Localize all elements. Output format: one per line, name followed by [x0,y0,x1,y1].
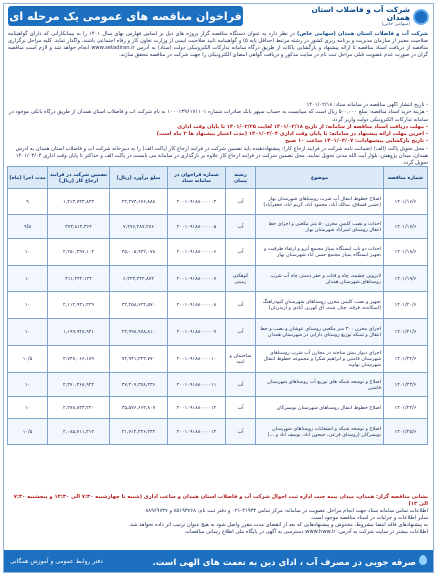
table-cell: ۷۴,۹۴۱,۳۲۳,۷۷۰ [110,346,168,373]
footer-bar [4,550,433,572]
bullet-item: - تاریخ انتشار آگهی مناقصه در سامانه ستاد: ۱۴۰۱/۰۲/۱۸ [306,102,428,108]
table-cell: آب [226,373,256,397]
table-cell: ۱,۱۹۹,۹۴۸,۹۴۱ [48,319,110,346]
table-cell: اجرای مخزن ۳۰۰ متر مکعبی روستای عوشان و نصب و خط انتقال و شبکه توزیع روستای دارابی در شهرستان همدان [256,319,384,346]
table-cell: ساختمان و ابنیه [226,346,256,373]
note-documents: سایر اطلاعات و جزئیات در اسناد مناقصه موجود است. [310,515,428,522]
table-row [8,346,428,373]
table-cell: ۹ [8,189,48,215]
pr-office: دفتر روابط عمومی و آموزش همگانی [10,557,103,565]
column-header: شماره فراخوان در سامانه ستاد [168,167,226,189]
table-cell: ۴۵,۰۰۵,۹۴۲,۰۷۸ [110,239,168,266]
table-cell: ۱۴۰۱/۱۷/۶ [384,215,428,239]
slogan-text: صرفه جویی در مصرف آب ، ادای دین به نعمت های الهی است. [152,557,416,568]
note-contact: اطلاعات تماس سامانه ستاد جهت انجام مراحل عضویت در سامانه: مرکز تماس ۴۱۹۳۴-۰۲۱ و دفتر ثبت نام: ۸۵۱۹۳۷۶۸ و ۸۸۹۶۹۷۳۷ [145,508,428,515]
water-logo-icon [413,9,429,25]
bullet-item: - مهلت دریافت اسناد مناقصه از سامانه: از تاریخ ۱۴۰۱/۰۲/۱۸ لغایت ۱۴۰۱/۰۲/۲۵ تا پایان وقت اداری [177,123,428,130]
table-cell: ۴۵,۵۷۶,۶۶۴,۸۰۷ [110,397,168,419]
table-cell: ۱۰/۵ [8,346,48,373]
table-cell: آب [226,319,256,346]
table-cell: اصلاح خطوط انتقال روستاهای شهرستان تویسرکان [256,397,384,419]
table-cell: ۱۰ [8,373,48,397]
table-cell: ۱۰ [8,266,48,292]
table-cell: ۲۰۰۱۰۹۱۸۸۰۰۰۰۰۷ [168,266,226,292]
table-cell: ۱۴۰۱/۲۰/۶ [384,292,428,319]
table-cell: ۱۰/۵ [8,419,48,445]
table-cell: ۱۴۰۱/۲۵/۶ [384,419,428,445]
table-cell: ۱۴۰۱/۲۳/۶ [384,373,428,397]
logo-text [299,6,410,27]
table-cell: ۹/۵ [8,215,48,239]
note-rejection: به پیشنهادهای فاقد امضا مشروط، مخدوش و پیشنهادهایی که بعد از انقضای مدت مقرر واصل شود به هیچ عنوان ترتیب اثر داده نخواهد شد. [128,522,428,529]
column-header: شماره مناقصه [384,167,428,189]
table-cell: ۱,۲۱۳,۷۳۳,۸۴۴ [48,189,110,215]
table-cell: کوهکنی زمینی [226,266,256,292]
bullet-item: - آخرین مهلت ارائه پیشنهاد در سامانه: تا پایان وقت اداری ۱۴۰۱/۰۳/۰۴ (مدت اعتبار پیشنهاد ها ۳ ماه است) [156,131,428,138]
table-cell: ۴۷,۴۰۷,۳۷۸,۴۳۶ [110,373,168,397]
table-cell: ۲۰۰۱۰۹۱۸۸۰۰۰۰۱۰ [168,346,226,373]
table-cell: اجرای دیوار پیش ساخته در مخازن آب شرب روستاهای شهرستان فامنین و ابراهیم شکرا و مجموعه خطوط انتقال شهرستان نهاوند [256,346,384,373]
org-name: شرکت آب و فاضلاب استان همدان [311,5,410,22]
column-header: رشته پیمان [226,167,256,189]
org-sub: (سهامی خاص) [381,22,410,28]
deadline-list [8,102,428,168]
table-row [8,239,428,266]
table-cell: آب [226,239,256,266]
notice-frame [3,3,434,573]
table-cell: ۲۴,۲۷۴,۶۷۶,۸۸۸ [110,189,168,215]
table-cell: ۳,۷۴۷,۰۶۶,۱۸۹ [48,346,110,373]
bullet-item: - محل تحویل پاکت (الف) (ضمانت نامه شرکت در فرایند ارجاع کار): پیشنهاددهنده باید تضمین شرکت در فرایند ارجاع کار (پاکت الف) را به دبیرخانه شرکت آب و فاضلاب استان همدان به آدرس همدان، میدان پژوهش، بلوار آیت الله مدنی تحویل نمایند. محل تضمین شرکت در فرایند ارجاع کار علاوه بر بارگذاری در سامانه می بایست در پاکت الف و حداکثر تا پایان وقت اداری ۱۴۰۱/۰۳/۰۴ تحویل گردد. [15,145,428,167]
table-row [8,373,428,397]
bullet-item: - هزینه خرید اسناد مناقصه: مبلغ ۵۰۰,۰۰۰ ریال است که میبایست به حساب سپهر بانک صادرات شماره ۱۰۰۰۱۳۹۶۱۷۱۱۰۱ به نام شرکت آب و فاضلاب استان همدان از طریق درگاه بانکی موجود در سامانه تدارکات الکترونیکی دولت واریز گردد. [8,109,428,123]
table-cell: احداث دو باب ایستگاه پمپاژ مجتمع آبرو و ارتقاء ظرفیت و تجهیز ایستگاه پمپاژ مجتمع حسن آباد شهرستان بهار [256,239,384,266]
table-cell: ۲۰۰۱۰۹۱۸۸۰۰۰۰۱۳ [168,419,226,445]
header [4,4,433,28]
table-cell: تجهیز و نصب کلیس مخزن روستاهای شهرستان کبودراهنگ (اسکانده، فرقه، چنار، شنه، آق کهریز، آبادی و آزندریان) [256,292,384,319]
table-cell: آب [226,292,256,319]
intro-text-1: در نظر دارد به عنوان دستگاه مناقصه گزار پروژه های ذیل بر اساس فهارس بهای سال ۱۴۰۱ را به پیمانکارانی که دارای گواهینامه صلاحیت معتبر از سازمان مدیریت و برنامه ریزی کشور در رشته مرتبط (حداقل پایه ۵) و گواهینامه تایید صلاحیت ایمنی از وزارت تعاون کار و رفاه اجتماعی باشند، واگذار نماید. [8,31,428,45]
table-cell: اصلاح و توسعه شبکه و انشعابات روستاهای شهرستان تویسرکان (روستای فرعی، جیحون آباد، یوسف آباد و ...) [256,419,384,445]
note-website: اطلاعات بیشتر در سایت شرکت به آدرس: www.hww.ir دسترسی به آگهی در پایگاه ملی اطلاع رسانی مناقصات [185,529,428,536]
company-logo [299,6,429,28]
table-cell: ۲,۲۷۸,۸۳۳,۲۴۰ [48,397,110,419]
table-cell: ۱۴۰۱/۲۱/۶ [384,319,428,346]
table-cell: ۴۲,۲۵۸,۶۲۴,۵۷۰ [110,292,168,319]
table-cell: احداث و نصب کلیس مخزن ۵۰ متر مکعبی و اجرای خط انتقال روستای امیرآباد شهرستان بهار [256,215,384,239]
intro-text-2: کلیه مراحل برگزاری مناقصه از دریافت اسناد مناقصه تا ارائه پیشنهاد و بازگشایی پاکات از طریق درگاه سامانه تدارکات الکترونیکی دولت (ستاد) به آدرس www.setadiran.ir انجام خواهد شد و لازم است مناقصه گران در صورت عدم عضویت قبلی مراحل ثبت نام در سایت مذکور و دریافت گواهی امضای الکترونیکی را جهت شرکت در مناقصه محقق سازند. [8,38,428,59]
table-cell: آب [226,397,256,419]
table-cell: ۱۴۰۱/۱۸/۶ [384,239,428,266]
table-row [8,189,428,215]
table-cell: آب [226,215,256,239]
table-cell: ۱۴۰۱/۱۶/۶ [384,189,428,215]
table-cell: ۲۳,۹۹۸,۹۷۸,۸۱۰ [110,319,168,346]
table-cell: ۲۰۰۱۰۹۱۸۸۰۰۰۰۰۵ [168,215,226,239]
table-cell: ۷,۴۷۶,۲۸۷,۲۸۶ [110,215,168,239]
table-cell: ۲,۳۷۰,۳۶۸,۹۲۲ [48,373,110,397]
table-cell: ۱۴۰۱/۲۲/۶ [384,346,428,373]
table-cell: ۱۰ [8,319,48,346]
table-cell: ۲۰۰۱۰۹۱۸۸۰۰۰۰۰۹ [168,319,226,346]
table-row [8,292,428,319]
table-cell: ۴۱,۷۱۴,۲۲۶,۲۴۲ [110,419,168,445]
table-cell: ۲۰۰۱۰۹۱۸۸۰۰۰۰۱۲ [168,397,226,419]
table-row [8,266,428,292]
table-cell: ۲۰۰۱۰۹۱۸۸۰۰۰۰۰۶ [168,239,226,266]
page-title: فراخوان مناقصه های عمومی یک مرحله ای [9,9,242,23]
table-cell: ۱۴۰۱/۱۹/۶ [384,266,428,292]
table-header-row [8,167,428,189]
column-header: مبلغ برآورد (ریال) [110,167,168,189]
note-address: نشانی مناقصه گزار: همدان، میدان بیمه جنب اداره ثبت احوال شرکت آب و فاضلاب استان همدان و ساعت اداری (شنبه تا چهارشنبه ۷:۳۰ الی ۱۴:۳۰ و پنجشنبه ۷:۳۰ الی ۱۳) [13,494,428,508]
tenders-table [7,166,428,445]
notes-section [8,494,428,537]
bullet-item: - تاریخ بازگشایی پیشنهادات: ۱۴۰۱/۰۳/۰۷ ساعت ۱۰ صبح [285,138,428,145]
column-header: موضوع [256,167,384,189]
table-cell: ۱۰ [8,397,48,419]
intro-paragraph [8,31,428,59]
footer-slogan [153,555,428,568]
table-cell: ۱۰ [8,292,48,319]
table-cell: اصلاح خطوط انتقال آب شرب روستاهای شهرستان بهار (حسن قشلاق، سالک آباد، محمود آباد، کریم آباد، جعفرآباد) [256,189,384,215]
table-row [8,215,428,239]
table-cell: ۳۷۳,۸۱۴,۳۶۴ [48,215,110,239]
table-cell: آب [226,419,256,445]
table-cell: لایروبی چشمه، چاه و قنات و حفر دستی چاه آب شرب روستاهای شهرستان همدان [256,266,384,292]
table-row [8,419,428,445]
water-drop-icon [419,555,427,565]
table-cell: آب [226,189,256,215]
table-cell: ۲۰۰۱۰۹۱۸۸۰۰۰۰۰۴ [168,189,226,215]
table-row [8,397,428,419]
table-cell: ۱۴۰۱/۲۴/۶ [384,397,428,419]
intro-lead: شرکت آب و فاضلاب استان همدان (سهامی خاص) [297,31,428,37]
table-cell: ۲,۲۵۰,۲۹۷,۱۰۴ [48,239,110,266]
table-cell: ۳۱۱,۲۲۲,۱۴۴ [48,266,110,292]
column-header: تضمین شرکت در فرایند ارجاع کار (ریال) [48,167,110,189]
table-row [8,319,428,346]
table-cell: ۱۰ [8,239,48,266]
table-cell: ۲,۰۸۵,۷۱۱,۳۱۲ [48,419,110,445]
table-cell: ۲,۱۱۲,۹۳۱,۲۲۹ [48,292,110,319]
column-header: مدت اجرا (ماه) [8,167,48,189]
table-cell: اصلاح و توسعه شبکه های توزیع آب روستاهای شهرستان فامنین [256,373,384,397]
table-cell: ۲۰۰۱۰۹۱۸۸۰۰۰۰۰۸ [168,292,226,319]
title-banner [8,6,243,26]
table-cell: ۶,۲۲۴,۴۴۲,۸۷۲ [110,266,168,292]
table-cell: ۲۰۰۱۰۹۱۸۸۰۰۰۰۱۱ [168,373,226,397]
